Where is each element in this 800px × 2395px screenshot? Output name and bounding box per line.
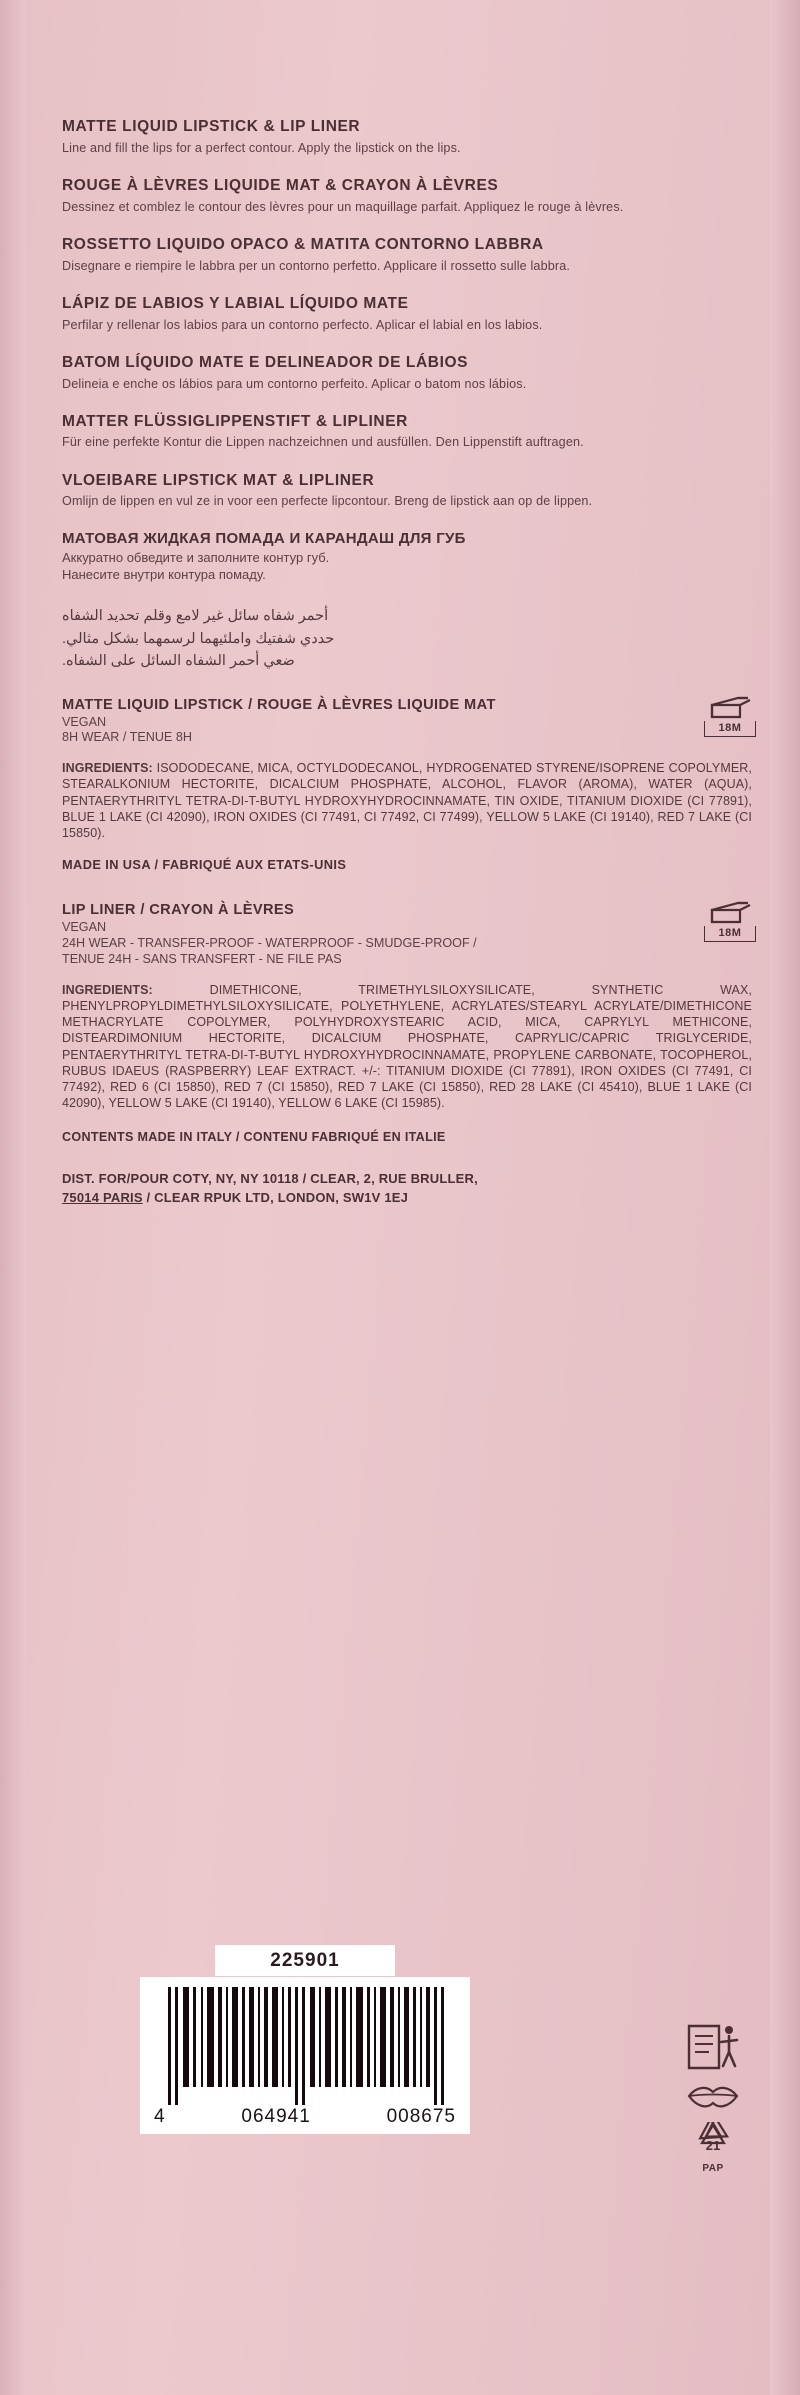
distributor-line2-rest: / CLEAR RPUK LTD, LONDON, SW1V 1EJ (142, 1190, 409, 1206)
directions-title-nl: VLOEIBARE LIPSTICK MAT & LIPLINER (62, 471, 375, 489)
directions-body-nl: Omlijn de lippen en vul ze in voor een perfecte lipcontour. Breng de lipstick aan op de lippen. (62, 494, 593, 509)
barcode-digits-left: 064941 (241, 2106, 311, 2127)
lipstick-ingredients-list: ISODODECANE, MICA, OCTYLDODECANOL, HYDROGENATED STYRENE/ISOPRENE COPOLYMER, STEARALKONIUM HECTORITE, DICALCIUM PHOSPHATE, ALCOHOL, FLAVOR (AROMA), WATER (AQUA), PENTAERYTHRITYL TETRA-DI-T-BUTYL HYDROXYHYDROCINNAMATE, TIN OXIDE, TITANIUM DIOXIDE (CI 77891), BLUE 1 LAKE (CI 42090), IRON OXIDES (CI 77491, CI 77492, CI 77499), YELLOW 5 LAKE (CI 19140), RED 7 LAKE (CI 15850). (62, 761, 752, 841)
directions-title-es: LÁPIZ DE LABIOS Y LABIAL LÍQUIDO MATE (62, 294, 409, 312)
lipliner-ingredients-list: DIMETHICONE, TRIMETHYLSILOXYSILICATE, SYNTHETIC WAX, PHENYLPROPYLDIMETHYLSILOXYSILICATE, POLYETHYLENE, ACRYLATES/STEARYL ACRYLATE/DIMETHICONE METHACRYLATE COPOLYMER, POLYHYDROXYSTEARIC ACID, MICA, CAPRYLYL METHICONE, DISTEARDIMONIUM HECTORITE, DICALCIUM PHOSPHATE, CAPRYLIC/CAPRIC TRIGLYCERIDE, PENTAERYTHRITYL TETRA-DI-T-BUTYL HYDROXYHYDROCINNAMATE, PROPYLENE CARBONATE, TOCOPHEROL, RUBUS IDAEUS (RASPBERRY) LEAF EXTRACT. +/-: TITANIUM DIOXIDE (CI 77891), IRON OXIDES (CI 77491, CI 77492), RED 6 (CI 15850), RED 7 (CI 15850), RED 7 LAKE (CI 15850), RED 28 LAKE (CI 45410), BLUE 1 LAKE (CI 42090), YELLOW 5 LAKE (CI 19140), YELLOW 6 LAKE (CI 15985). (62, 982, 752, 1111)
distributor-city: 75014 PARIS (62, 1190, 143, 1206)
lipstick-ingredients (62, 760, 752, 841)
lipliner-ingredients-label: INGREDIENTS: (62, 982, 153, 997)
directions-title-en: MATTE LIQUID LIPSTICK & LIP LINER (62, 118, 361, 135)
directions-body-ar-line2: ضعي أحمر الشفاه السائل على الشفاه. (62, 653, 295, 670)
lipstick-ingredients-label: INGREDIENTS: (62, 761, 153, 776)
lipstick-made-in: MADE IN USA / FABRIQUÉ AUX ETATS-UNIS (62, 857, 347, 873)
recycle-material-label: PAP (702, 2163, 724, 2174)
lipliner-vegan: VEGAN (62, 920, 107, 935)
lips-icon (685, 2084, 741, 2110)
distributor-block (62, 1170, 752, 1207)
lipliner-ingredients (62, 982, 752, 1112)
directions-ar (62, 605, 752, 672)
symbols-column (678, 2020, 748, 2186)
directions-body-pt: Delineia e enche os lábios para um contorno perfeito. Aplicar o batom nos lábios. (62, 376, 527, 391)
directions-body-fr: Dessinez et comblez le contour des lèvres pour un maquillage parfait. Appliquez le rouge à lèvres. (62, 199, 624, 214)
directions-ru (62, 530, 752, 584)
directions-body-de: Für eine perfekte Kontur die Lippen nachzeichnen und ausfüllen. Den Lippenstift auftragen. (62, 435, 584, 450)
lipliner-title: LIP LINER / CRAYON À LÈVRES (62, 902, 295, 919)
directions-title-fr: ROUGE À LÈVRES LIQUIDE MAT & CRAYON À LÈVRES (62, 176, 499, 194)
open-jar-icon (704, 900, 756, 926)
directions-nl (62, 472, 752, 510)
lipstick-title: MATTE LIQUID LIPSTICK / ROUGE À LÈVRES LIQUIDE MAT (62, 696, 496, 713)
directions-es (62, 295, 752, 333)
barcode-digit-first: 4 (154, 2106, 166, 2127)
refer-to-insert-icon (685, 2020, 741, 2072)
recycle-icon (684, 2122, 742, 2164)
directions-title-de: MATTER FLÜSSIGLIPPENSTIFT & LIPLINER (62, 412, 408, 430)
recycling-symbol (678, 2122, 748, 2174)
directions-de (62, 413, 752, 451)
open-jar-icon (704, 695, 756, 721)
directions-en (62, 118, 752, 156)
barcode-digits-right: 008675 (386, 2106, 456, 2127)
directions-title-ru: МАТОВАЯ ЖИДКАЯ ПОМАДА И КАРАНДАШ ДЛЯ ГУБ (62, 530, 466, 548)
barcode (140, 1977, 470, 2134)
lipliner-claims-line2: TENUE 24H - SANS TRANSFERT - NE FILE PAS (62, 951, 342, 966)
lipliner-section (62, 902, 752, 1143)
package-left-edge (0, 0, 26, 2395)
directions-body-en: Line and fill the lips for a perfect contour. Apply the lipstick on the lips. (62, 140, 461, 155)
directions-it (62, 236, 752, 274)
directions-fr (62, 177, 752, 215)
directions-section (62, 118, 752, 1207)
pao-label-lipstick: 18M (704, 721, 756, 737)
directions-title-it: ROSSETTO LIQUIDO OPACO & MATITA CONTORNO LABBRA (62, 235, 544, 253)
directions-body-it: Disegnare e riempire le labbra per un contorno perfetto. Applicare il rossetto sulle labbra. (62, 258, 571, 273)
directions-title-ar: أحمر شفاه سائل غير لامع وقلم تحديد الشفاه (62, 608, 329, 625)
lipliner-claims-line1: 24H WEAR - TRANSFER-PROOF - WATERPROOF - SMUDGE-PROOF / (62, 936, 477, 951)
period-after-opening-lipstick (704, 695, 756, 737)
barcode-digits (152, 2105, 458, 2130)
directions-body-es: Perfilar y rellenar los labios para un contorno perfecto. Aplicar el labial en los labios. (62, 317, 543, 332)
directions-body-ru-line1: Аккуратно обведите и заполните контур губ. (62, 550, 330, 566)
svg-text:21: 21 (705, 2138, 721, 2153)
directions-title-pt: BATOM LÍQUIDO MATE E DELINEADOR DE LÁBIOS (62, 353, 469, 371)
pao-label-lipliner: 18M (704, 926, 756, 942)
lipliner-contents-made: CONTENTS MADE IN ITALY / CONTENU FABRIQUÉ EN ITALIE (62, 1129, 446, 1144)
distributor-line1: DIST. FOR/POUR COTY, NY, NY 10118 / CLEAR, 2, RUE BRULLER, (62, 1170, 478, 1186)
directions-body-ru-line2: Нанесите внутри контура помаду. (62, 567, 266, 583)
period-after-opening-lipliner (704, 900, 756, 942)
lipstick-wear: 8H WEAR / TENUE 8H (62, 730, 192, 745)
directions-body-ar-line1: حددي شفتيك واملئيهما لرسمهما بشكل مثالي. (62, 630, 335, 647)
batch-code: 225901 (215, 1945, 395, 1976)
directions-pt (62, 354, 752, 392)
lips-symbol (678, 2084, 748, 2110)
barcode-area (140, 1945, 470, 2134)
package-right-edge (770, 0, 800, 2395)
barcode-bars (152, 1987, 458, 2105)
distributor-line2 (62, 1189, 752, 1207)
refer-to-insert-symbol (678, 2020, 748, 2072)
lipstick-section (62, 697, 752, 873)
lipstick-vegan: VEGAN (62, 714, 107, 729)
